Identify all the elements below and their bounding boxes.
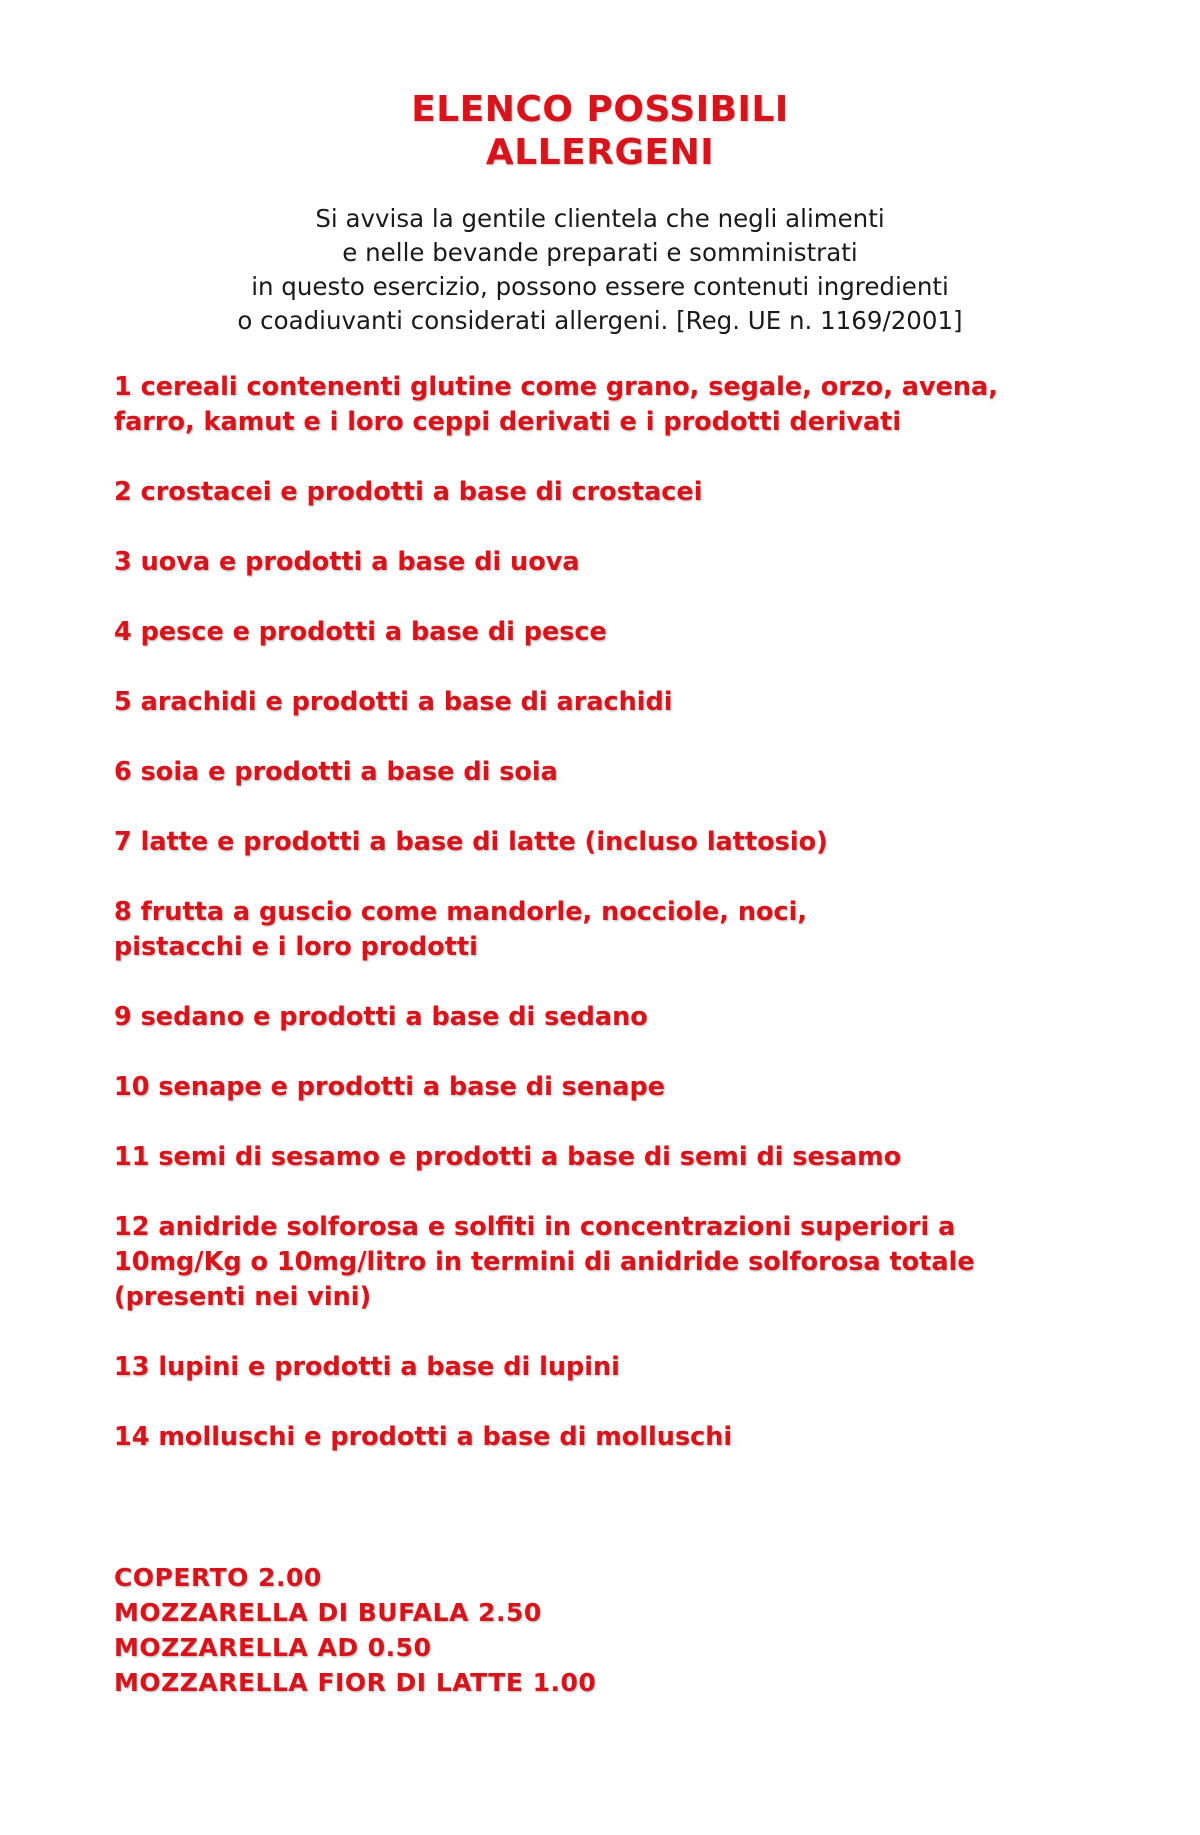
allergen-line: 3 uova e prodotti a base di uova — [114, 547, 580, 577]
allergen-item-5 — [114, 685, 1164, 720]
intro-line-1: Si avvisa la gentile clientela che negli alimenti — [315, 204, 885, 233]
intro-paragraph — [0, 202, 1200, 338]
allergen-item-12 — [114, 1210, 1164, 1315]
allergen-line: 1 cereali contenenti glutine come grano, segale, orzo, avena, — [114, 372, 998, 402]
allergen-item-4 — [114, 615, 1164, 650]
allergen-line: (presenti nei vini) — [114, 1282, 372, 1312]
allergen-item-1 — [114, 370, 1164, 440]
price-mozzarella-fior-di-latte: MOZZARELLA FIOR DI LATTE 1.00 — [114, 1668, 597, 1697]
allergen-line: pistacchi e i loro prodotti — [114, 932, 478, 962]
title-line-1: ELENCO POSSIBILI — [411, 89, 789, 130]
allergen-item-6 — [114, 755, 1164, 790]
title-line-2: ALLERGENI — [485, 132, 715, 173]
allergen-line: 10 senape e prodotti a base di senape — [114, 1072, 666, 1102]
allergen-line: 14 molluschi e prodotti a base di molluschi — [114, 1422, 733, 1452]
allergen-item-7 — [114, 825, 1164, 860]
allergen-line: 2 crostacei e prodotti a base di crostacei — [114, 477, 703, 507]
allergen-line: 10mg/Kg o 10mg/litro in termini di anidride solforosa totale — [114, 1247, 975, 1277]
allergen-line: 12 anidride solforosa e solfiti in concentrazioni superiori a — [114, 1212, 956, 1242]
allergen-line: 7 latte e prodotti a base di latte (incluso lattosio) — [114, 827, 828, 857]
intro-line-4: o coadiuvanti considerati allergeni. [Reg. UE n. 1169/2001] — [237, 306, 963, 335]
allergen-line: 13 lupini e prodotti a base di lupini — [114, 1352, 620, 1382]
intro-line-2: e nelle bevande preparati e somministrati — [342, 238, 858, 267]
price-mozzarella-ad: MOZZARELLA AD 0.50 — [114, 1633, 432, 1662]
allergen-line: 8 frutta a guscio come mandorle, nocciole, noci, — [114, 897, 808, 927]
price-list — [114, 1560, 596, 1700]
allergen-line: 5 arachidi e prodotti a base di arachidi — [114, 687, 673, 717]
price-coperto: COPERTO 2.00 — [114, 1563, 322, 1592]
allergen-line: 4 pesce e prodotti a base di pesce — [114, 617, 607, 647]
allergen-item-13 — [114, 1350, 1164, 1385]
allergen-line: 6 soia e prodotti a base di soia — [114, 757, 558, 787]
price-mozzarella-bufala: MOZZARELLA DI BUFALA 2.50 — [114, 1598, 542, 1627]
allergen-item-3 — [114, 545, 1164, 580]
allergen-line: 9 sedano e prodotti a base di sedano — [114, 1002, 648, 1032]
allergen-item-8 — [114, 895, 1164, 965]
allergen-item-10 — [114, 1070, 1164, 1105]
page-title — [0, 88, 1200, 174]
allergen-line: 11 semi di sesamo e prodotti a base di semi di sesamo — [114, 1142, 902, 1172]
allergen-item-9 — [114, 1000, 1164, 1035]
allergen-line: farro, kamut e i loro ceppi derivati e i prodotti derivati — [114, 407, 902, 437]
allergen-item-2 — [114, 475, 1164, 510]
allergen-item-11 — [114, 1140, 1164, 1175]
allergen-item-14 — [114, 1420, 1164, 1455]
intro-line-3: in questo esercizio, possono essere contenuti ingredienti — [251, 272, 949, 301]
